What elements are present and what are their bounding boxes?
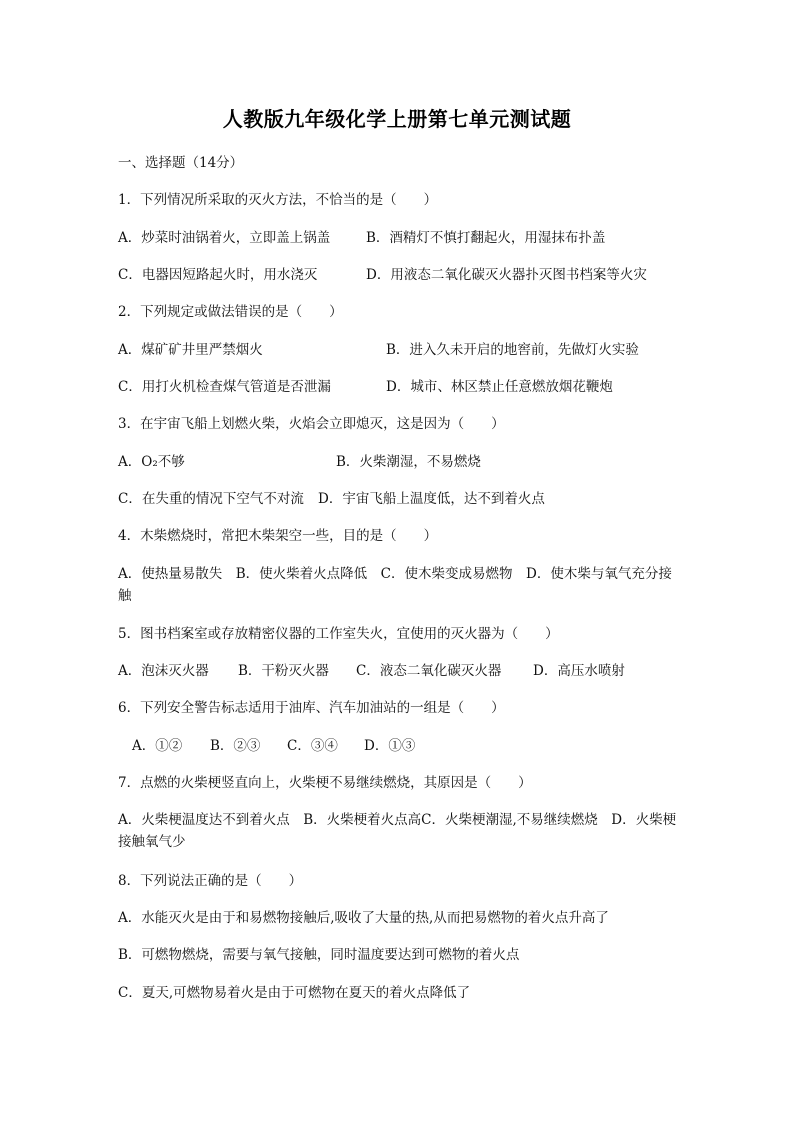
question-2-stem: 2．下列规定或做法错误的是（ ） — [118, 304, 343, 320]
question-2-options-row-1 — [0, 339, 794, 361]
question-6-option-d: D．①③ — [364, 738, 416, 754]
question-2-option-d: D．城市、林区禁止任意燃放烟花鞭炮 — [386, 379, 613, 395]
question-4-stem: 4．木柴燃烧时，常把木柴架空一些，目的是（ ） — [118, 528, 438, 544]
question-5-option-c: C．液态二氧化碳灭火器 — [356, 663, 502, 679]
question-1-stem: 1．下列情况所采取的灭火方法，不恰当的是（ ） — [118, 192, 438, 208]
question-2-option-c: C．用打火机检查煤气管道是否泄漏 — [118, 379, 331, 395]
question-1-options-row-2 — [0, 264, 794, 286]
page-title: 人教版九年级化学上册第七单元测试题 — [222, 107, 572, 131]
question-6-option-b: B．②③ — [210, 738, 261, 754]
question-7-options: A．火柴梗温度达不到着火点 B．火柴梗着火点高C．火柴梗潮湿,不易继续燃烧 D．火柴梗接触氧气少 — [118, 812, 677, 850]
question-4-options: A．使热量易散失 B．使火柴着火点降低 C．使木柴变成易燃物 D．使木柴与氧气充分接触 — [118, 566, 672, 604]
question-1-option-d: D．用液态二氧化碳灭火器扑灭图书档案等火灾 — [366, 267, 647, 283]
question-5-option-b: B．干粉灭火器 — [238, 663, 329, 679]
question-1-options-row-1 — [0, 227, 794, 249]
question-8-stem: 8．下列说法正确的是（ ） — [118, 873, 303, 889]
question-5-options-row — [0, 660, 794, 682]
question-8-statement-a: A．水能灭火是由于和易燃物接触后,吸收了大量的热,从而把易燃物的着火点升高了 — [118, 910, 609, 926]
question-1-option-b: B．酒精灯不慎打翻起火，用湿抹布扑盖 — [366, 230, 606, 246]
question-5-stem: 5．图书档案室或存放精密仪器的工作室失火，宜使用的灭火器为（ ） — [118, 626, 559, 642]
section-heading: 一、选择题（14分） — [118, 155, 244, 171]
question-6-options-row — [0, 735, 794, 757]
question-3-option-c: C．在失重的情况下空气不对流 — [118, 491, 304, 507]
question-5-option-a: A．泡沫灭火器 — [118, 663, 209, 679]
question-1-option-a: A．炒菜时油锅着火，立即盖上锅盖 — [118, 230, 331, 246]
question-6-stem: 6．下列安全警告标志适用于油库、汽车加油站的一组是（ ） — [118, 700, 505, 716]
question-8-statement-b: B．可燃物燃烧，需要与氧气接触，同时温度要达到可燃物的着火点 — [118, 947, 520, 963]
question-3-option-a: A．O₂不够 — [118, 454, 185, 470]
question-3-options-row-1 — [0, 451, 794, 473]
question-6-option-a: A．①② — [132, 738, 183, 754]
question-3-option-b: B．火柴潮湿，不易燃烧 — [336, 454, 481, 470]
question-6-option-c: C．③④ — [287, 738, 338, 754]
question-3-options-row-2 — [0, 488, 794, 510]
question-7-stem: 7．点燃的火柴梗竖直向上，火柴梗不易继续燃烧，其原因是（ ） — [118, 775, 532, 791]
question-8-statement-c: C．夏天,可燃物易着火是由于可燃物在夏天的着火点降低了 — [118, 985, 471, 1001]
question-5-option-d: D．高压水喷射 — [533, 663, 625, 679]
question-1-option-c: C．电器因短路起火时，用水浇灭 — [118, 267, 318, 283]
question-3-stem: 3．在宇宙飞船上划燃火柴，火焰会立即熄灭，这是因为（ ） — [118, 416, 505, 432]
question-3-option-d: D．宇宙飞船上温度低，达不到着火点 — [318, 491, 545, 507]
question-2-options-row-2 — [0, 376, 794, 398]
question-2-option-b: B．进入久未开启的地窖前，先做灯火实验 — [386, 342, 639, 358]
question-2-option-a: A．煤矿矿井里严禁烟火 — [118, 342, 263, 358]
